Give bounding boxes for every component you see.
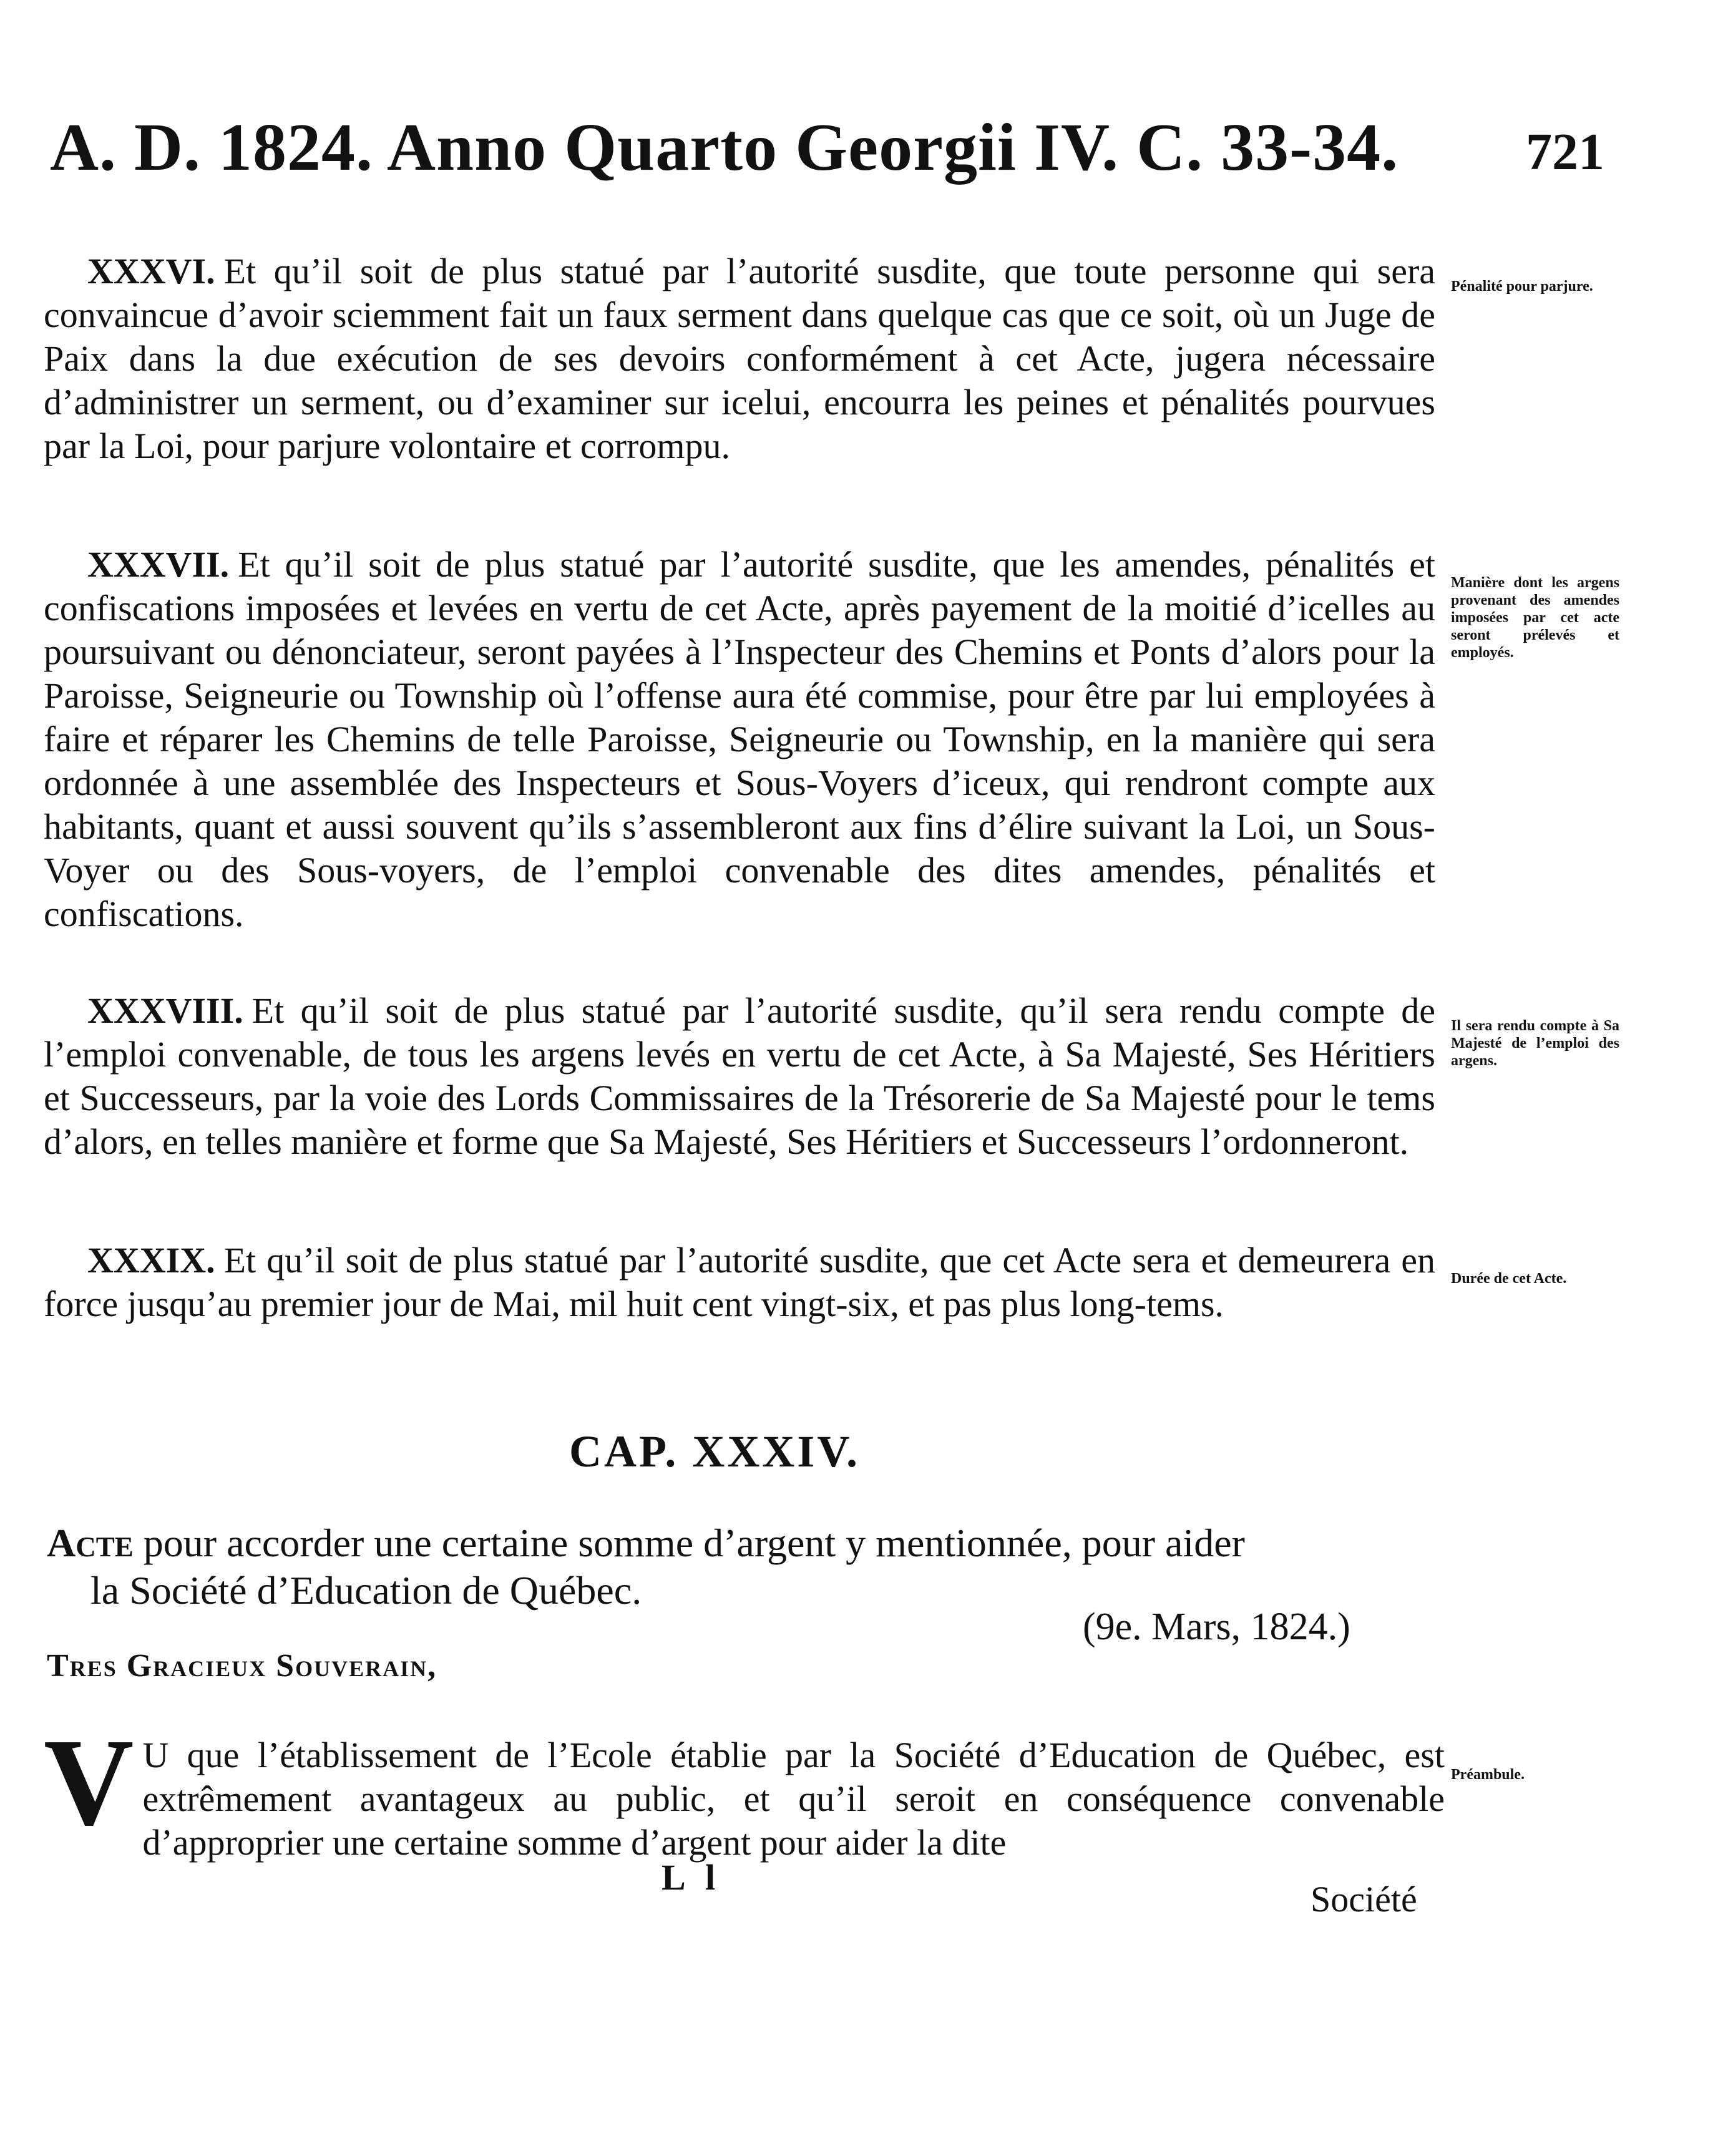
- preamble-text: U que l’établissement de l’Ecole établie par la Société d’Education de Québec, est extrêmement avantageux au public, et qu’il seroit en conséquence convenable d’approprier une certaine somme d’argent pour aider la dite: [142, 1735, 1445, 1863]
- signature-mark: L l: [661, 1857, 722, 1898]
- margin-note-penalite: Pénalité pour parjure.: [1451, 278, 1593, 295]
- section-text: Et qu’il soit de plus statué par l’autorité susdite, que toute personne qui sera convaincue d’avoir sciemment fait un faux serment dans quelque cas que ce soit, où un Juge de Paix dans la due exécution de ses devoirs conformément à cet Acte, jugera nécessaire d’administrer un serment, ou d’examiner sur icelui, encourra les peines et pénalités pourvues par la Loi, pour parjure volontaire et corrompu.: [44, 251, 1435, 466]
- margin-note-compte: Il sera rendu compte à Sa Majesté de l’emploi des argens.: [1451, 1018, 1619, 1069]
- page-number: 721: [1526, 123, 1604, 181]
- section-number: XXXIX.: [87, 1240, 215, 1280]
- act-date: (9e. Mars, 1824.): [1083, 1606, 1350, 1648]
- act-title-line2: la Société d’Education de Québec.: [90, 1568, 642, 1612]
- section-xxxvi: [44, 250, 1435, 468]
- act-title: [47, 1519, 1438, 1614]
- section-text: Et qu’il soit de plus statué par l’autorité susdite, que cet Acte sera et demeurera en force jusqu’au premier jour de Mai, mil huit cent vingt-six, et pas plus long-tems.: [44, 1240, 1435, 1324]
- preamble: [44, 1714, 1445, 1865]
- section-xxxix: [44, 1239, 1435, 1326]
- drop-cap: V: [44, 1714, 134, 1851]
- act-title-line1: pour accorder une certaine somme d’argent y mentionnée, pour aider: [143, 1521, 1245, 1565]
- margin-note-preambule: Préambule.: [1451, 1767, 1525, 1783]
- address-line: Tres Gracieux Souverain,: [47, 1648, 437, 1684]
- section-xxxviii: [44, 989, 1435, 1164]
- catchword: Société: [1311, 1879, 1417, 1919]
- section-text: Et qu’il soit de plus statué par l’autorité susdite, que les amendes, pénalités et confiscations imposées et levées en vertu de cet Acte, après payement de la moitié d’icelles au poursuivant ou dénonciateur, seront payées à l’Inspecteur des Chemins et Ponts d’alors pour la Paroisse, Seigneurie ou Township où l’offense aura été commise, pour être par lui employées à faire et réparer les Chemins de telle Paroisse, Seigneurie ou Township, en la manière qui sera ordonnée à une assemblée des Inspecteurs et Sous-Voyers d’iceux, qui rendront compte aux habitants, quant et aussi souvent qu’ils s’assembleront aux fins d’élire suivant la Loi, un Sous-Voyer ou des Sous-voyers, de l’emploi convenable des dites amendes, pénalités et confiscations.: [44, 544, 1435, 934]
- section-xxxvii: [44, 543, 1435, 936]
- section-number: XXXVI.: [87, 251, 215, 291]
- margin-note-maniere: Manière dont les argens provenant des amendes imposées par cet acte seront prélevés et employés.: [1451, 575, 1619, 661]
- section-number: XXXVIII.: [87, 990, 243, 1031]
- chapter-title: CAP. XXXIV.: [569, 1427, 861, 1476]
- margin-note-duree: Durée de cet Acte.: [1451, 1271, 1567, 1287]
- act-title-first-word: Acte: [47, 1521, 134, 1565]
- running-head: A. D. 1824. Anno Quarto Georgii IV. C. 33-34.: [50, 110, 1399, 185]
- section-number: XXXVII.: [87, 544, 230, 585]
- section-text: Et qu’il soit de plus statué par l’autorité susdite, qu’il sera rendu compte de l’emploi convenable, de tous les argens levés en vertu de cet Acte, à Sa Majesté, Ses Héritiers et Successeurs, par la voie des Lords Commissaires de la Trésorerie de Sa Majesté pour le tems d’alors, en telles manière et forme que Sa Majesté, Ses Héritiers et Successeurs l’ordonneront.: [44, 990, 1435, 1162]
